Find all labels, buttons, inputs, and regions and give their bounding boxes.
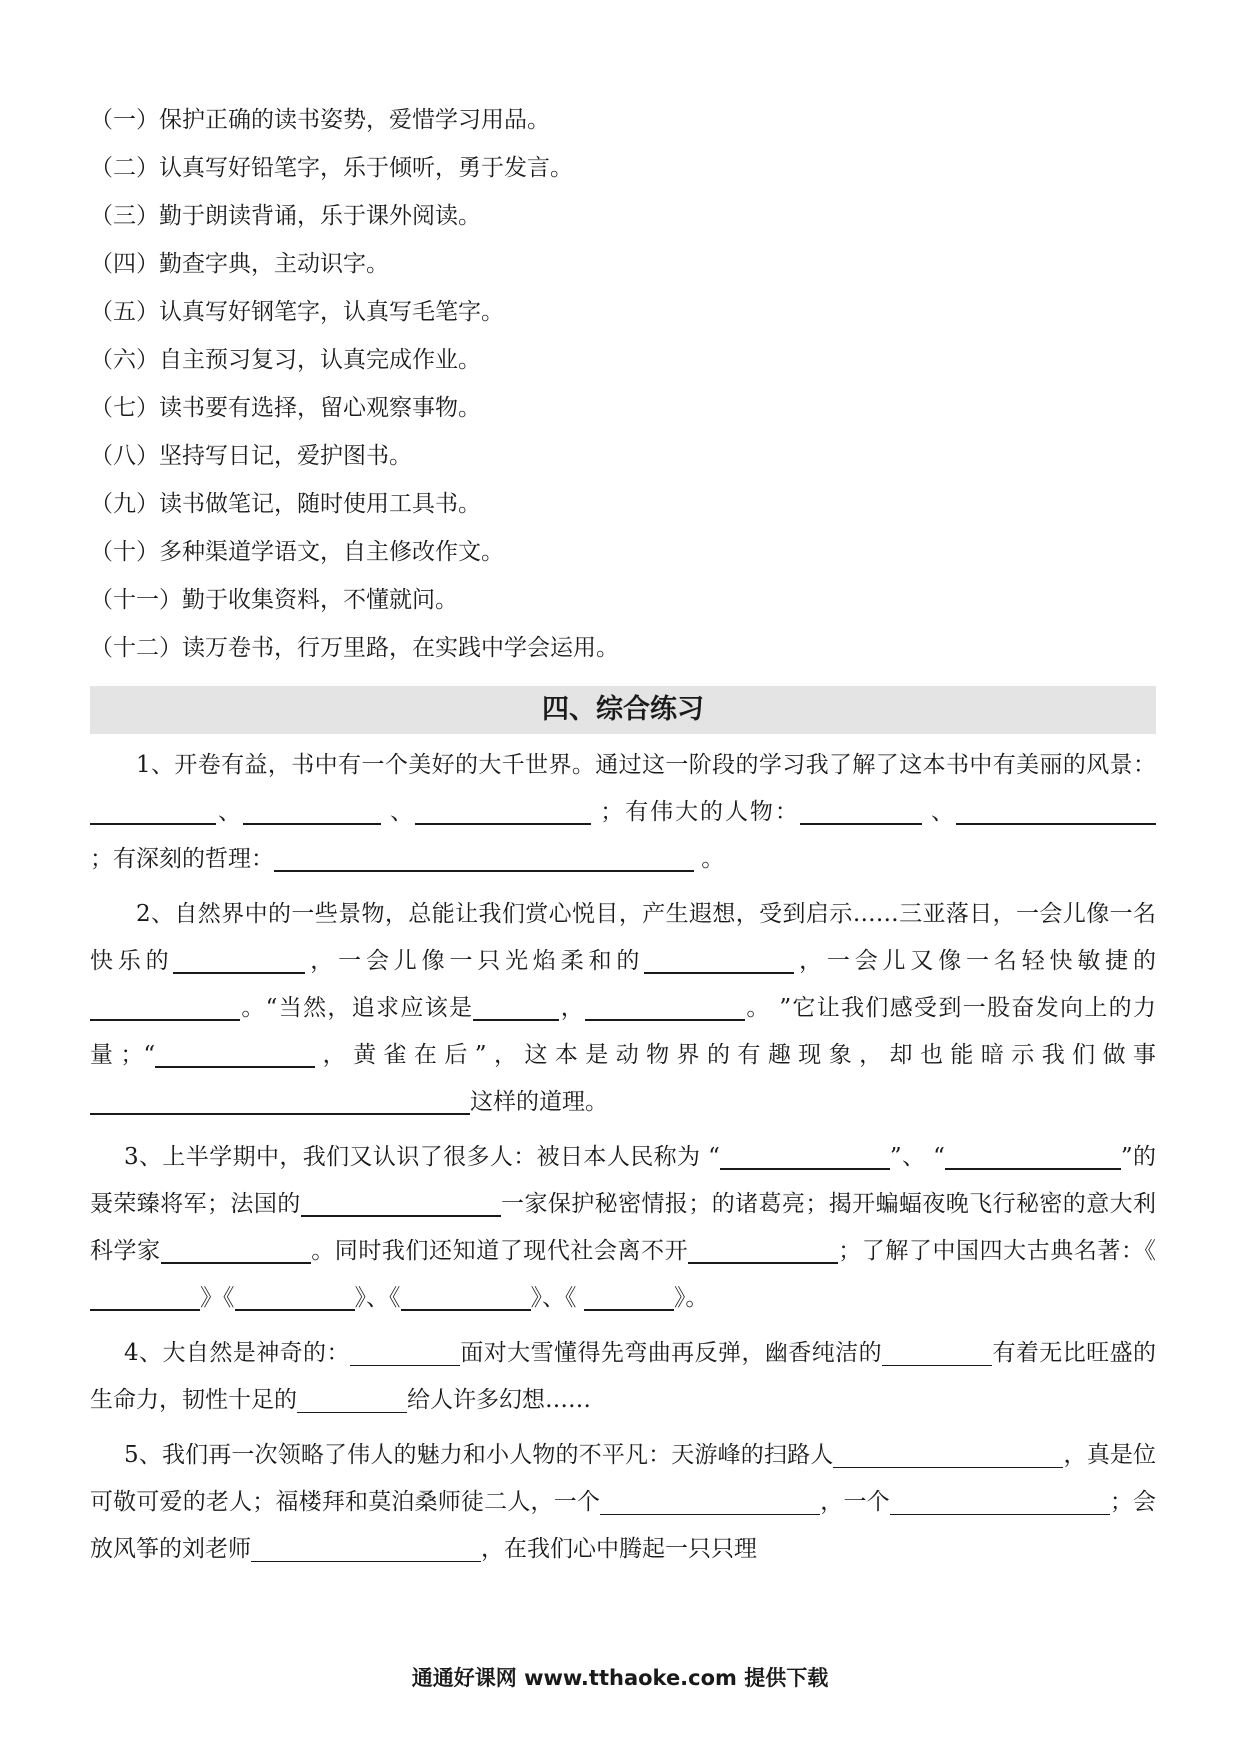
- question-text: ，真是位可敬可爱的老人；福楼拜和莫泊桑师徒二人，一个: [90, 1442, 1157, 1515]
- answer-blank[interactable]: [90, 797, 216, 825]
- question-text: ，一会儿又像一名轻快敏捷的: [794, 948, 1157, 974]
- question-text: 有着无比旺盛的生命力，韧性十足的: [90, 1340, 1157, 1413]
- question-text: 5、我们再一次领略了伟人的魅力和小人物的不平凡：天游峰的扫路人: [124, 1442, 834, 1468]
- answer-blank[interactable]: [90, 1283, 200, 1311]
- question-text: ，: [559, 995, 586, 1021]
- question-text: ；了解了中国四大古典名著：《: [838, 1238, 1157, 1264]
- question-text: ”的聂荣臻将军；法国的: [90, 1144, 1157, 1217]
- question-5: [90, 1432, 1156, 1573]
- question-text: ，一会儿像一只光焰柔和的: [305, 948, 645, 974]
- answer-blank[interactable]: [235, 1283, 355, 1311]
- question-text: 》、《: [354, 1285, 401, 1311]
- answer-blank[interactable]: [243, 797, 381, 825]
- answer-blank[interactable]: [251, 1535, 481, 1562]
- answer-blank[interactable]: [173, 946, 305, 974]
- question-text: ，一个: [820, 1489, 890, 1515]
- answer-blank[interactable]: [945, 1142, 1121, 1170]
- question-text: ；会放风筝的刘老师: [90, 1489, 1157, 1562]
- answer-blank[interactable]: [890, 1488, 1110, 1515]
- answer-blank[interactable]: [301, 1189, 501, 1217]
- question-3: [90, 1134, 1156, 1322]
- question-text: 。同时我们还知道了现代社会离不开: [310, 1238, 689, 1264]
- list-item: （九）读书做笔记，随时使用工具书。: [90, 491, 481, 517]
- list-item: （六）自主预习复习，认真完成作业。: [90, 347, 481, 373]
- footer-credit: 通通好课网 www.tthaoke.com 提供下载: [411, 1666, 829, 1690]
- question-text: ；有深刻的哲理：: [90, 846, 274, 872]
- answer-blank[interactable]: [90, 993, 240, 1021]
- answer-blank[interactable]: [90, 1087, 470, 1115]
- list-item: （八）坚持写日记，爱护图书。: [90, 443, 412, 469]
- question-text: 3、上半学期中，我们又认识了很多人：被日本人民称为 “: [124, 1144, 720, 1170]
- list-item: （十一）勤于收集资料，不懂就问。: [90, 587, 458, 613]
- answer-blank[interactable]: [350, 1339, 460, 1366]
- answer-blank[interactable]: [297, 1386, 407, 1413]
- question-text: 》《: [200, 1285, 235, 1311]
- list-item: （一）保护正确的读书姿势，爱惜学习用品。: [90, 107, 550, 133]
- question-text: 这样的道理。: [470, 1089, 608, 1115]
- question-text: 一家保护秘密情报；的诸葛亮；揭开蝙蝠夜晚飞行秘密的意大利科学家: [90, 1191, 1157, 1264]
- answer-blank[interactable]: [401, 1283, 531, 1311]
- question-text: ，在我们心中腾起一只只理: [481, 1536, 757, 1562]
- answer-blank[interactable]: [585, 993, 745, 1021]
- list-item: （三）勤于朗读背诵，乐于课外阅读。: [90, 203, 481, 229]
- question-text: ”、 “: [889, 1144, 945, 1170]
- question-text: 4、大自然是神奇的：: [124, 1340, 350, 1366]
- question-text: 面对大雪懂得先弯曲再反弹，幽香纯洁的: [459, 1340, 883, 1366]
- answer-blank[interactable]: [800, 797, 922, 825]
- document-body: [90, 96, 1156, 1573]
- question-text: ；有伟大的人物：: [591, 799, 800, 825]
- answer-blank[interactable]: [833, 1441, 1063, 1468]
- answer-blank[interactable]: [720, 1142, 890, 1170]
- answer-blank[interactable]: [688, 1236, 838, 1264]
- list-item: （二）认真写好铅笔字，乐于倾听，勇于发言。: [90, 155, 573, 181]
- question-4: [90, 1330, 1156, 1424]
- question-text: 、: [216, 799, 243, 825]
- answer-blank[interactable]: [644, 946, 794, 974]
- answer-blank[interactable]: [600, 1488, 820, 1515]
- answer-blank[interactable]: [956, 797, 1156, 825]
- question-text: 、: [921, 799, 956, 825]
- question-text: 。: [694, 846, 725, 872]
- answer-blank[interactable]: [415, 797, 591, 825]
- answer-blank[interactable]: [274, 844, 694, 872]
- answer-blank[interactable]: [473, 993, 559, 1021]
- question-text: 1、开卷有益，书中有一个美好的大千世界。通过这一阶段的学习我了解了这本书中有美丽的风景：: [136, 752, 1156, 778]
- question-text: 给人许多幻想……: [407, 1387, 591, 1413]
- list-item: （十二）读万卷书，行万里路，在实践中学会运用。: [90, 635, 619, 661]
- question-text: 、: [380, 799, 416, 825]
- section-title: 四、综合练习: [90, 686, 1156, 734]
- list-item: （四）勤查字典，主动识字。: [90, 251, 389, 277]
- answer-blank[interactable]: [584, 1283, 674, 1311]
- question-text: 》。: [673, 1285, 709, 1311]
- question-text: 。“当然，追求应该是: [240, 995, 474, 1021]
- answer-blank[interactable]: [882, 1339, 992, 1366]
- question-text: 2、自然界中的一些景物，总能让我们赏心悦目，产生遐想，受到启示……三亚落日，一会儿像一名快乐的: [90, 901, 1156, 974]
- question-text: ，黄雀在后”，这本是动物界的有趣现象，却也能暗示我们做事: [315, 1042, 1157, 1068]
- list-item: （五）认真写好钢笔字，认真写毛笔字。: [90, 299, 504, 325]
- question-1: [90, 742, 1156, 883]
- answer-blank[interactable]: [161, 1236, 311, 1264]
- question-text: 。 ”它让我们感受到一股奋发向上的力量；“: [90, 995, 1156, 1068]
- guideline-list: [90, 96, 1156, 672]
- list-item: （十）多种渠道学语文，自主修改作文。: [90, 539, 504, 565]
- question-2: [90, 891, 1156, 1126]
- answer-blank[interactable]: [155, 1040, 315, 1068]
- question-text: 》、《: [530, 1285, 584, 1311]
- list-item: （七）读书要有选择，留心观察事物。: [90, 395, 481, 421]
